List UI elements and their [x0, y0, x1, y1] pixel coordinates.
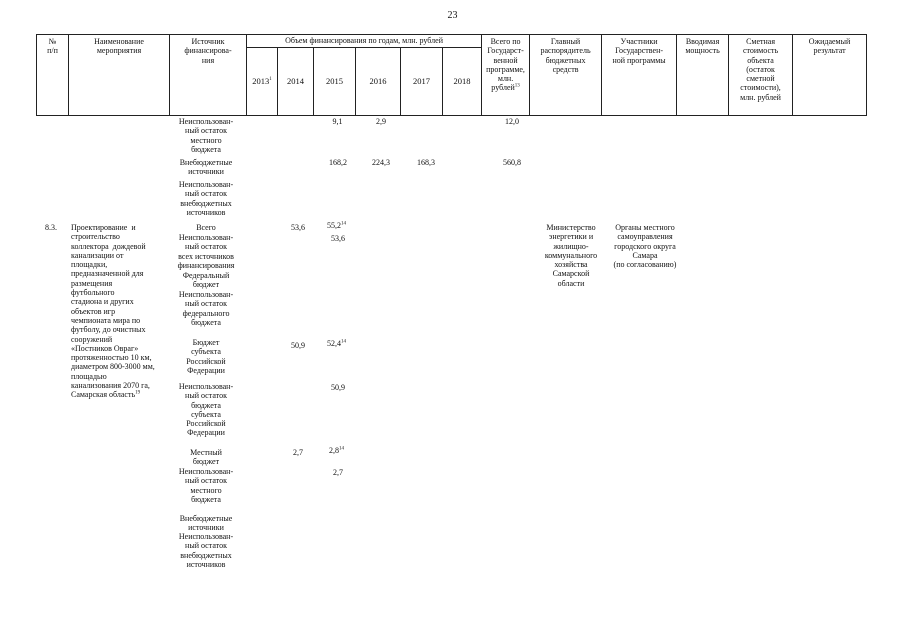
cont-value: 2,9	[376, 117, 386, 126]
item-name-sup: 19	[135, 390, 141, 396]
value-cell	[327, 221, 346, 230]
header-name-text: Наименование мероприятия	[94, 37, 144, 56]
page-number: 23	[447, 10, 458, 21]
header-result	[793, 35, 867, 116]
value-cell: 50,9	[331, 383, 345, 392]
year-2016: 2016	[356, 48, 401, 116]
item-name	[71, 223, 167, 400]
year-2013-sup: 1	[269, 77, 272, 83]
item-number: 8.3.	[45, 223, 57, 232]
source-local: Местный бюджет	[190, 448, 222, 467]
value-sup: 14	[339, 446, 344, 452]
source-unused-local: Неиспользован- ный остаток местного бюджета	[178, 467, 234, 504]
year-2015: 2015	[314, 48, 356, 116]
header-capacity	[677, 35, 729, 116]
source-regional: Бюджет субъекта Российской Федерации	[186, 338, 226, 375]
value-cell: 2,7	[293, 448, 303, 457]
year-2013-text: 2013	[252, 75, 270, 86]
source-total: Всего	[196, 223, 216, 232]
cont-source-3: Неиспользован- ный остаток внебюджетных источников	[178, 180, 234, 217]
header-source-text: Источник финансирова- ния	[184, 37, 232, 65]
header-total-text: Всего по Государст- венной программе, млн. рублей	[486, 37, 525, 93]
source-unused-federal: Неиспользован- ный остаток федерального бюджета	[178, 290, 234, 327]
cont-value: 168,3	[417, 158, 435, 167]
value-sup: 14	[341, 221, 346, 227]
header-funding-group: Объем финансирования по годам, млн. рублей	[247, 35, 482, 48]
source-federal: Федеральный бюджет	[182, 271, 230, 290]
header-participants-text: Участники Государствен- ной программы	[612, 37, 666, 65]
value-cell: 2,7	[333, 468, 343, 477]
value-cell: 50,9	[291, 341, 305, 350]
header-num	[37, 35, 69, 116]
header-capacity-text: Вводимая мощность	[685, 37, 720, 56]
cont-source-2: Внебюджетные источники	[179, 158, 233, 177]
header-num-text: № п/п	[47, 37, 58, 56]
cont-value: 224,3	[372, 158, 390, 167]
value-cell: 53,6	[291, 223, 305, 232]
value-cell: 53,6	[331, 234, 345, 243]
year-2018: 2018	[443, 48, 482, 116]
item-name-text: Проектирование и строительство коллектора дождевой канализации от площадки, предназначенной для размещения футбольного стадиона и других объектов игр чемпионата мира по футболу, до очистных сооружений «Постников Овраг» протяженностью 10 км, диаметром 800-3000 мм, площадью канализования 2070 га, Самарская область	[71, 223, 155, 400]
cont-value: 9,1	[332, 117, 343, 126]
cont-value: 12,0	[505, 117, 519, 126]
year-2014: 2014	[278, 48, 314, 116]
header-result-text: Ожидаемый результат	[808, 37, 851, 56]
value-cell	[327, 339, 346, 348]
item-participants: Органы местного самоуправления городского округа Самара (по согласованию)	[613, 223, 677, 270]
header-total-sup: 13	[514, 83, 520, 89]
value-text: 52,4	[327, 339, 341, 348]
header-manager-text: Главный распорядитель бюджетных средств	[540, 37, 591, 74]
table-header	[36, 34, 867, 116]
header-cost-text: Сметная стоимость объекта (остаток сметной стоимости), млн. рублей	[740, 37, 781, 102]
header-cost	[729, 35, 793, 116]
header-participants	[602, 35, 677, 116]
year-2013	[247, 48, 278, 116]
value-text: 55,2	[327, 221, 341, 230]
year-2017: 2017	[401, 48, 443, 116]
item-manager: Министерство энергетики и жилищно- коммунального хозяйства Самарской области	[544, 223, 598, 288]
source-offbudget: Внебюджетные источники	[179, 514, 233, 533]
header-manager	[530, 35, 602, 116]
cont-value: 560,8	[503, 158, 521, 167]
source-unused-regional: Неиспользован- ный остаток бюджета субъекта Российской Федерации	[178, 382, 234, 438]
source-unused-all: Неиспользован- ный остаток всех источников финансирования	[177, 233, 235, 270]
cont-value: 168,2	[329, 158, 347, 167]
value-cell	[329, 446, 344, 455]
value-text: 2,8	[329, 446, 339, 455]
source-unused-offbudget: Неиспользован- ный остаток внебюджетных источников	[178, 532, 234, 569]
header-source	[170, 35, 247, 116]
header-name	[69, 35, 170, 116]
value-sup: 14	[341, 339, 346, 345]
header-total	[482, 35, 530, 116]
cont-source-1: Неиспользован- ный остаток местного бюджета	[178, 117, 234, 154]
